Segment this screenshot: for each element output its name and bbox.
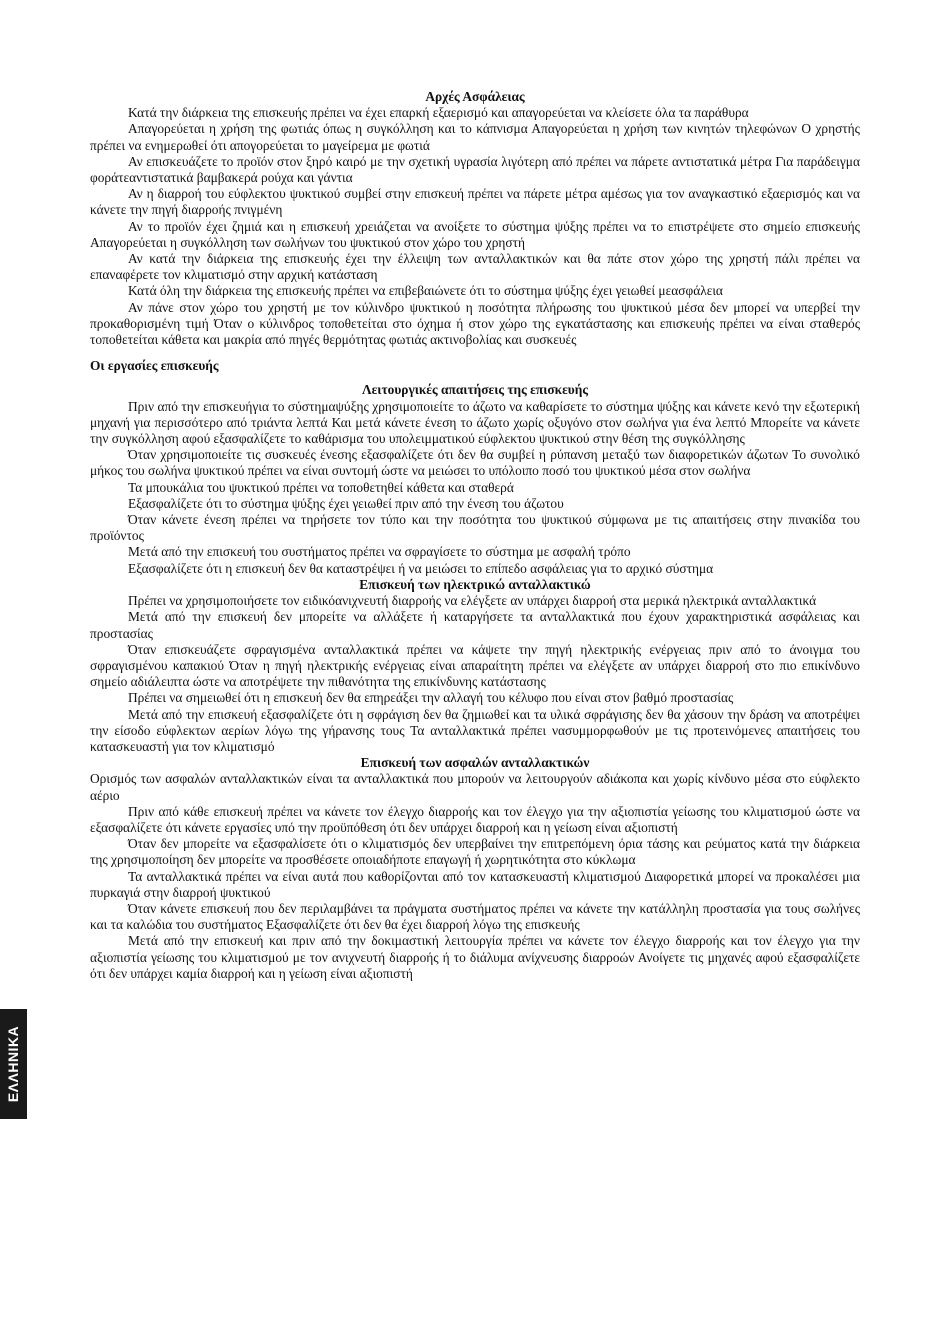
safe-parts-paragraph: Πριν από κάθε επισκευή πρέπει να κάνετε τον έλεγχο διαρροής και τον έλεγχο για την αξιοπιστία γείωσης του κλιματισμού ώστε να εξασφαλίζετε ότι κάνετε εργασίες υπό την προϋπόθεση ότι δεν υπάρχει διαρροή και η γείωση είναι αξιοπιστή — [90, 803, 860, 835]
safe-parts-paragraph: Όταν κάνετε επισκευή που δεν περιλαμβάνει τα πράγματα συστήματος πρέπει να κάνετε την κατάλληλη προστασία για τους σωλήνες και τα καλώδια του συστήματος Εξασφαλίζετε ότι δεν θα έχει διαρροή λόγω της επισκευής — [90, 900, 860, 933]
safe-parts-section — [90, 771, 860, 982]
requirements-paragraph: Τα μπουκάλια του ψυκτικού πρέπει να τοποθετηθεί κάθετα και σταθερά — [128, 479, 514, 495]
electrical-paragraph: Πρέπει να σημειωθεί ότι η επισκευή δεν θα επηρεάξει την αλλαγή του κέλυφο που είναι στον βαθμό προστασίας — [128, 690, 734, 706]
requirements-paragraph: Εξασφαλίζετε ότι η επισκευή δεν θα καταστρέψει ή να μειώσει το επίπεδο ασφάλειας για το αρχικό σύστημα — [128, 560, 714, 576]
electrical-paragraph: Πρέπει να χρησιμοποιήσετε τον ειδικόανιχνευτή διαρροής να ελέγξετε αν υπάρχει διαρροή στα μερικά ηλεκτρικά ανταλλακτικά — [128, 593, 817, 609]
safe-parts-paragraph: Μετά από την επισκευή και πριν από την δοκιμαστική λειτουργία πρέπει να κάνετε τον έλεγχο διαρροής και τον έλεγχο για την αξιοπιστία γείωσης του κλιματισμού με τον ανιχνευτή διαρροής ή το διάλυμα ανίχνευσης διαρροών Ανοίγετε τις μηχανές αφού εξασφαλίζετε ότι δεν υπάρχει καμία διαρροή και η γείωση είναι αξιοπιστή — [90, 933, 860, 981]
electrical-paragraph: Μετά από την επισκευή δεν μπορείτε να αλλάξετε ή καταργήσετε τα ανταλλακτικά που έχουν χαρακτηριστικά ασφάλειας και προστασίας — [90, 609, 860, 641]
safe-parts-paragraph: Όταν δεν μπορείτε να εξασφαλίσετε ότι ο κλιματισμός δεν υπερβαίνει την επιτρεπόμενη όρια τάσης και ρεύματος κατά την διάρκεια της χρησιμοποίηση δεν μπορείτε να προσθέσετε οποιαδήποτε επαγωγή ή χωρητικότητα στο κύκλωμα — [90, 836, 860, 868]
safety-section — [90, 105, 860, 348]
electrical-section — [90, 593, 860, 755]
safety-paragraph: Κατά όλη την διάρκεια της επισκευής πρέπει να επιβεβαιώνετε ότι το σύστημα ψύξης έχει γειωθεί μεασφάλεια — [128, 283, 723, 299]
document-page — [90, 89, 860, 982]
language-side-tab — [0, 1009, 27, 1119]
heading-repair-work: Οι εργασίες επισκευής — [90, 358, 219, 374]
safe-parts-definition: Ορισμός των ασφαλών ανταλλακτικών είναι τα ανταλλακτικά που μπορούν να λειτουργούν αδιάκοπα και χωρίς κίνδυνο μέσα στο εύφλεκτο αέριο — [90, 771, 860, 803]
electrical-paragraph: Όταν επισκευάζετε σφραγισμένα ανταλλακτικά πρέπει να κάψετε την πηγή ηλεκτρικής ενέργειας πριν από το άνοιγμα του σφραγισμένου καπακιού Όταν η πηγή ηλεκτρικής ενέργειας είναι απαραίτητη πρέπει να ελέγξετε αν υπάρχει διαρροή στο πιο επικίνδυνο σημείο αδιάλειπτα ώστε να αποτρέψετε την πιθανότητα της επικίνδυνης κατάστασης — [90, 641, 860, 690]
requirements-paragraph: Όταν χρησιμοποιείτε τις συσκευές ένεσης εξασφαλίζετε ότι δεν θα συμβεί η ρύπανση μεταξύ των διαφορετικών άζωτων Το συνολικό μήκος του σωλήνα ψυκτικού πρέπει να είναι συντομή ώστε να μειώσει το υπόλοιπο ποσό του ψυκτικού μέσα στον σωλήνα — [90, 447, 860, 479]
heading-electrical-parts-repair: Επισκευή των ηλεκτρικώ ανταλλακτικώ — [359, 576, 591, 592]
safety-paragraph: Αν η διαρροή του εύφλεκτου ψυκτικού συμβεί στην επισκευή πρέπει να πάρετε μέτρα αμέσως για τον αναγκαστικό εξαερισμός και να κάνετε την πηγή διαρροής πνιγμένη — [90, 186, 860, 218]
heading-safe-parts-repair: Επισκευή των ασφαλών ανταλλακτικών — [360, 755, 590, 771]
safety-paragraph: Αν πάνε στον χώρο του χρηστή με τον κύλινδρο ψυκτικού η ποσότητα πλήρωσης του ψυκτικού μέσα δεν μπορεί να υπερβεί την προκαθορισμένη τιμή Όταν ο κύλινδρος τοποθετείται στο όχημα ή στον χώρο της εγκατάστασης και επισκευής πρέπει να είναι σταθερός τοποθετείται κάθετα και μακρία από πηγές θερμότητας φωτιάς ακτινοβολίας και συσκευές — [90, 299, 860, 348]
requirements-paragraph: Πριν από την επισκευήγια το σύστημαψύξης χρησιμοποιείτε το άζωτο να καθαρίσετε το σύστημα ψύξης και κάνετε κενό την εξωτερική μηχανή για περισσότερο από τριάντα λεπτά Και μετά κάνετε ένεση το άζωτο χωρίς οξυγόνο στον σωλήνα για ένα λεπτό Μπορείτε να κάνετε την συγκόλληση αφού εξασφαλίζετε το καθάρισμα του υπολειμματικού εύφλεκτου ψυκτικού στην θέση της συγκόλλησης — [90, 398, 860, 447]
electrical-paragraph: Μετά από την επισκευή εξασφαλίζετε ότι η σφράγιση δεν θα ζημιωθεί και τα υλικά σφράγισης δεν θα χάσουν την δράση να αποτρέψει την είσοδο εύφλεκτων αερίων λόγω της γήρανσης τους Τα ανταλλακτικά πρέπει νασυμμορφωθούν με τις προτεινόμενες απαιτήσεις του κατασκευαστή για τον κλιματισμό — [90, 706, 860, 754]
safety-paragraph: Κατά την διάρκεια της επισκευής πρέπει να έχει επαρκή εξαερισμό και απαγορεύεται να κλείσετε όλα τα παράθυρα — [128, 105, 749, 121]
safety-paragraph: Αν το προϊόν έχει ζημιά και η επισκευή χρειάζεται να ανοίξετε το σύστημα ψύξης πρέπει να το επιστρέψετε στο σημείο επισκευής Απαγορεύεται η συγκόλληση των σωλήνων του ψυκτικού στον χώρο του χρηστή — [90, 218, 860, 250]
safe-parts-paragraph: Τα ανταλλακτικά πρέπει να είναι αυτά που καθορίζονται από τον κατασκευαστή κλιματισμού Διαφορετικά μπορεί να προκαλέσει μια πυρκαγιά στην διαρροή ψυκτικού — [90, 868, 860, 900]
heading-functional-requirements: Λειτουργικές απαιτήσεις της επισκευής — [361, 382, 588, 398]
requirements-paragraph: Μετά από την επισκευή του συστήματος πρέπει να σφραγίσετε το σύστημα με ασφαλή τρόπο — [128, 544, 631, 560]
heading-safety-principles: Αρχές Ασφάλειας — [425, 89, 525, 104]
requirements-paragraph: Όταν κάνετε ένεση πρέπει να τηρήσετε τον τύπο και την ποσότητα του ψυκτικού σύμφωνα με τις απαιτήσεις στην πινακίδα του προϊόντος — [90, 512, 860, 544]
requirements-section — [90, 399, 860, 577]
safety-paragraph: Αν κατά την διάρκεια της επισκευής έχει την έλλειψη των ανταλλακτικών και θα πάτε στον χώρο της χρηστή πάλι πρέπει να επαναφέρετε τον κλιματισμό στην αρχική κατάσταση — [90, 251, 860, 283]
language-tab-label: ΕΛΛΗΝΙΚΑ — [5, 1025, 22, 1103]
safety-paragraph: Αν επισκευάζετε το προϊόν στον ξηρό καιρό με την σχετική υγρασία λιγότερη από πρέπει να πάρετε αντιστατικά μέτρα Για παράδειγμα φοράτεαντιστατικά βαμβακερά ρούχα και γάντια — [90, 153, 860, 186]
safety-paragraph: Απαγορεύεται η χρήση της φωτιάς όπως η συγκόλληση και το κάπνισμα Απαγορεύεται η χρήση των κινητών τηλεφώνων Ο χρηστής πρέπει να ενημερωθεί ότι απογορεύεται το μαγείρεμα με φωτιά — [90, 121, 860, 153]
requirements-paragraph: Εξασφαλίζετε ότι το σύστημα ψύξης έχει γειωθεί πριν από την ένεση του άζωτου — [128, 495, 564, 511]
